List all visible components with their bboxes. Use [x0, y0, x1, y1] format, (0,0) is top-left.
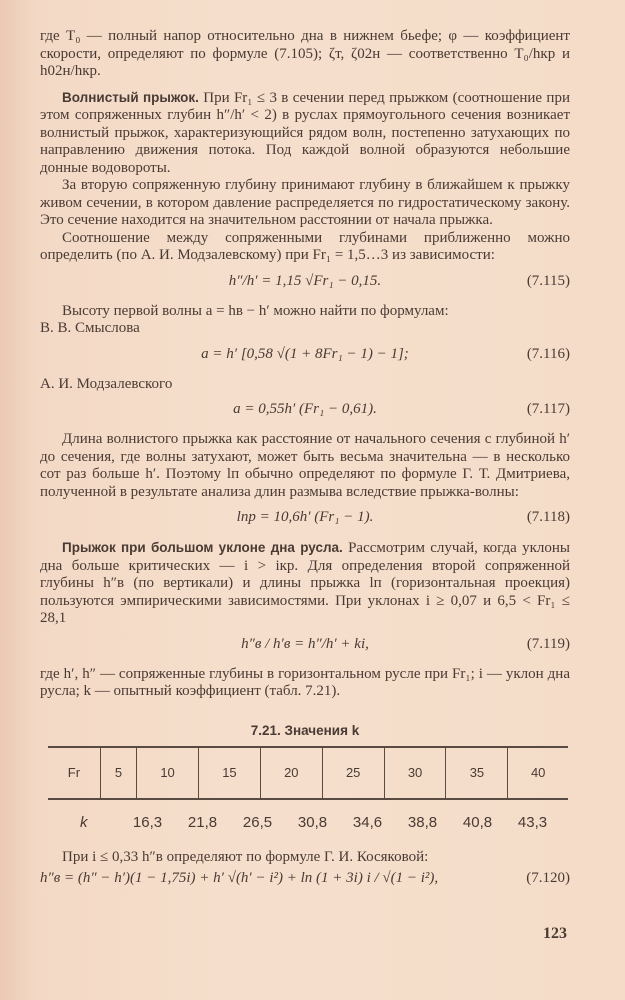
equation-7-115: h″/h′ = 1,15 √Fr₁ − 0,15. (7.115) — [228, 272, 570, 289]
table-header-fr: Fr — [48, 747, 100, 799]
paragraph-steep-slope: Прыжок при большом уклоне дна русла. Рассмотрим случай, когда уклоны дна больше критических — i > iкр. Для определения второй сопряженной глубины h″в (по вертикали) и длины прыжка lп (горизонтальная проекция) пользуются эмпирическими зависимостями. При уклонах i ≥ 0,07 и 6,5 < Fr₁ ≤ 28,1 — [40, 540, 570, 626]
paragraph-definitions: где h′, h″ — сопряженные глубины в горизонтальном русле при Fr₁; i — уклон дна русла; k — опытный коэффициент (табл. 7.21). — [40, 665, 570, 699]
paragraph-first-wave: Высоту первой волны a = hв − h′ можно найти по формулам: — [62, 302, 449, 319]
page-number: 123 — [543, 925, 567, 942]
author-modzalevsky: А. И. Модзалевского — [40, 375, 173, 392]
paragraph-ratio: Соотношение между сопряженными глубинами приближенно можно определить (по А. И. Модзалевскому) при Fr₁ = 1,5…3 из зависимости: — [40, 229, 570, 263]
paragraph-kosyakova: При i ≤ 0,33 h″в определяют по формуле Г. И. Косяковой: — [62, 848, 429, 865]
section-heading-wavy-jump: Волнистый прыжок. — [62, 89, 199, 105]
equation-7-116: a = h′ [0,58 √(1 + 8Fr₁ − 1) − 1]; (7.116) — [201, 345, 570, 362]
equation-7-118: lпр = 10,6h′ (Fr₁ − 1). (7.118) — [236, 509, 570, 525]
author-smyslov: В. В. Смыслова — [40, 320, 140, 336]
equation-7-119: h″в / h′в = h″/h′ + ki, (7.119) — [241, 635, 570, 652]
k-values-table — [48, 746, 568, 800]
table-row-k: k 16,3 21,8 26,5 30,8 34,6 38,8 40,8 43,3 — [80, 813, 548, 831]
equation-7-120: h″в = (h″ − h′)(1 − 1,75i) + h′ √(h′ − i²) + lп (1 + 3i) i / √(1 − i²), (7.120) — [40, 870, 570, 886]
table-row-fr: Fr 5 10 15 20 25 30 35 40 — [48, 747, 568, 799]
paragraph-second-depth: За вторую сопряженную глубину принимают глубину в ближайшем к прыжку живом сечении, в котором давление распределяется по гидростатическому закону. Это сечение находится на значительном расстоянии от начала прыжка. — [40, 177, 570, 228]
paragraph-jump-length: Длина волнистого прыжка как расстояние от начального сечения с глубиной h′ до сечения, где волны затухают, может быть весьма значительна — в несколько сот раз больше h′. Поэтому lп обычно определяют по формуле Г. Т. Дмитриева, полученной в результате анализа длин размыва вследствие прыжка-волны: — [40, 431, 570, 500]
book-page — [40, 28, 570, 900]
paragraph-wavy-jump: Волнистый прыжок. При Fr₁ ≤ 3 в сечении перед прыжком (соотношение при этом сопряженных глубин h″/h′ < 2) в руслах прямоугольного сечения возникает волнистый прыжок, характеризующийся рядом волн, постепенно затухающих по направлению движения потока. Под каждой волной образуются небольшие донные водовороты. — [40, 89, 570, 176]
paragraph-intro: где T₀ — полный напор относительно дна в нижнем бьефе; φ — коэффициент скорости, определяют по формуле (7.105); ζт, ζ02н — соответственно T₀/hкр и h02н/hкр. — [40, 28, 570, 79]
equation-7-117: a = 0,55h′ (Fr₁ − 0,61). (7.117) — [233, 401, 570, 417]
table-caption: 7.21. Значения k — [250, 722, 360, 738]
section-heading-steep-slope: Прыжок при большом уклоне дна русла. — [62, 540, 343, 555]
